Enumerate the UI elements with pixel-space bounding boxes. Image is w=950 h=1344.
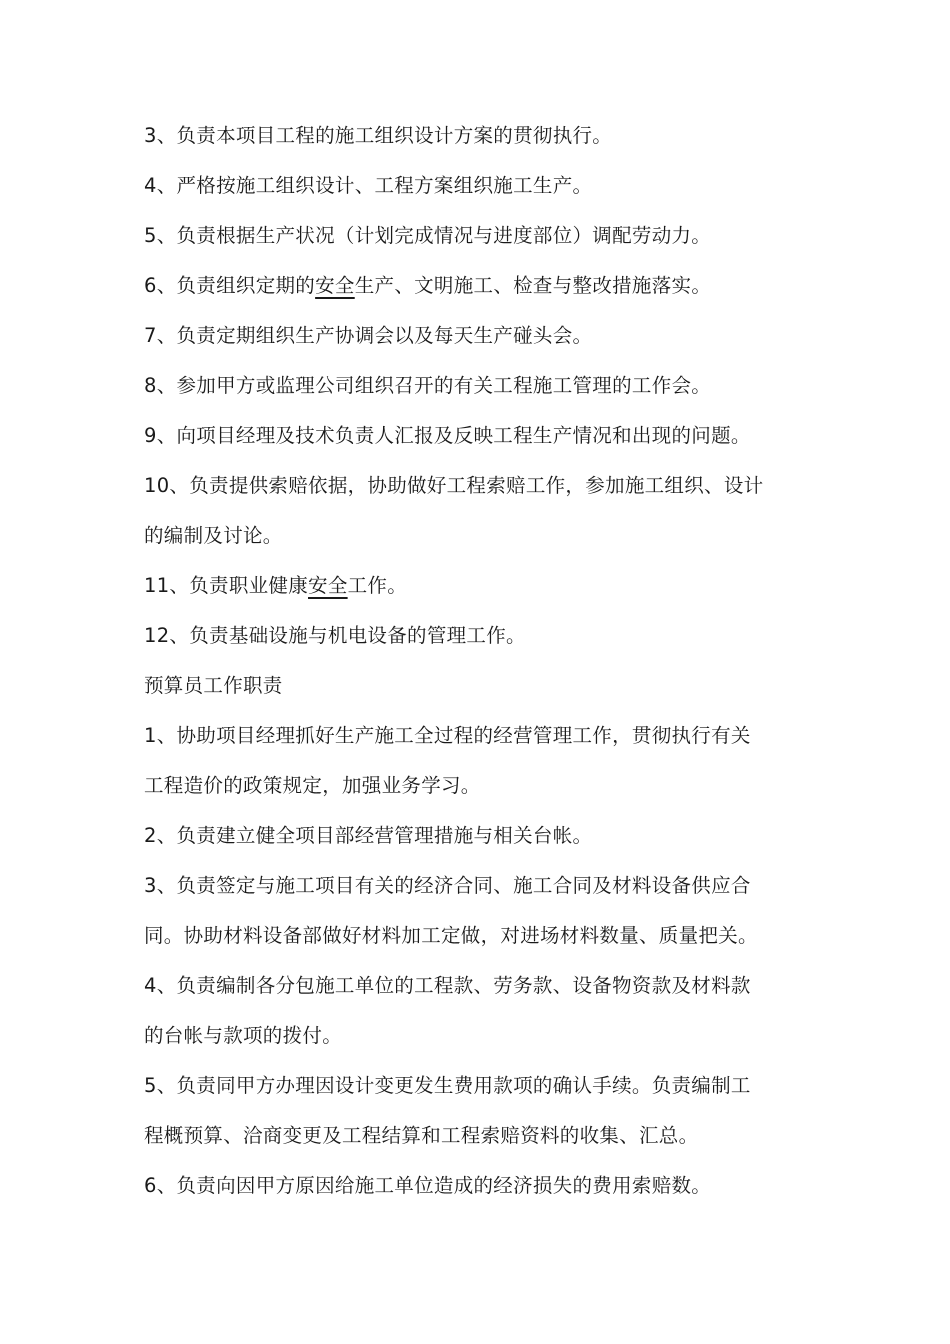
text-segment: 工程造价的政策规定，加强业务学习。 — [144, 774, 481, 797]
text-segment: 4、负责编制各分包施工单位的工程款、劳务款、设备物资款及材料款 — [144, 974, 751, 997]
text-segment: 工作。 — [347, 574, 408, 597]
text-segment: 的编制及讨论。 — [144, 524, 283, 547]
text-segment: 5、负责同甲方办理因设计变更发生费用款项的确认手续。负责编制工 — [144, 1074, 751, 1097]
text-segment: 1、协助项目经理抓好生产施工全过程的经营管理工作，贯彻执行有关 — [144, 724, 751, 747]
text-segment: 5、负责根据生产状况（计划完成情况与进度部位）调配劳动力。 — [144, 224, 712, 247]
text-segment: 12、负责基础设施与机电设备的管理工作。 — [144, 624, 526, 647]
text-segment: 3、负责签定与施工项目有关的经济合同、施工合同及材料设备供应合 — [144, 874, 751, 897]
text-line-item-7 — [144, 311, 814, 361]
text-segment: 10、负责提供索赔依据，协助做好工程索赔工作，参加施工组织、设计 — [144, 474, 764, 497]
text-line-item-9 — [144, 411, 814, 461]
text-line-item-6 — [144, 261, 814, 311]
text-line-budget-item-1-cont — [144, 761, 814, 811]
text-segment: 9、向项目经理及技术负责人汇报及反映工程生产情况和出现的问题。 — [144, 424, 751, 447]
text-line-item-10 — [144, 461, 814, 511]
document-body — [144, 111, 814, 1211]
text-line-item-8 — [144, 361, 814, 411]
text-line-item-12 — [144, 611, 814, 661]
text-line-budget-item-6 — [144, 1161, 814, 1211]
text-line-item-5 — [144, 211, 814, 261]
text-segment: 同。协助材料设备部做好材料加工定做，对进场材料数量、质量把关。 — [144, 924, 758, 947]
text-line-budget-item-5 — [144, 1061, 814, 1111]
text-segment: 11、负责职业健康 — [144, 574, 309, 597]
underlined-text: 安全 — [308, 574, 348, 597]
text-line-budget-item-5-cont — [144, 1111, 814, 1161]
text-segment: 6、负责向因甲方原因给施工单位造成的经济损失的费用索赔数。 — [144, 1174, 712, 1197]
text-line-section-title — [144, 661, 814, 711]
text-line-item-10-cont — [144, 511, 814, 561]
text-segment: 4、严格按施工组织设计、工程方案组织施工生产。 — [144, 174, 593, 197]
text-segment: 生产、文明施工、检查与整改措施落实。 — [354, 274, 712, 297]
text-line-budget-item-2 — [144, 811, 814, 861]
text-line-item-4 — [144, 161, 814, 211]
text-line-item-3 — [144, 111, 814, 161]
underlined-text: 安全 — [315, 274, 355, 297]
text-line-budget-item-3 — [144, 861, 814, 911]
text-line-item-11 — [144, 561, 814, 611]
text-line-budget-item-1 — [144, 711, 814, 761]
text-segment: 3、负责本项目工程的施工组织设计方案的贯彻执行。 — [144, 124, 613, 147]
text-segment: 程概预算、洽商变更及工程结算和工程索赔资料的收集、汇总。 — [144, 1124, 699, 1147]
text-segment: 7、负责定期组织生产协调会以及每天生产碰头会。 — [144, 324, 593, 347]
text-segment: 预算员工作职责 — [144, 674, 283, 697]
text-segment: 2、负责建立健全项目部经营管理措施与相关台帐。 — [144, 824, 593, 847]
text-line-budget-item-4 — [144, 961, 814, 1011]
text-segment: 8、参加甲方或监理公司组织召开的有关工程施工管理的工作会。 — [144, 374, 712, 397]
text-line-budget-item-4-cont — [144, 1011, 814, 1061]
text-segment: 的台帐与款项的拨付。 — [144, 1024, 343, 1047]
text-segment: 6、负责组织定期的 — [144, 274, 316, 297]
text-line-budget-item-3-cont — [144, 911, 814, 961]
